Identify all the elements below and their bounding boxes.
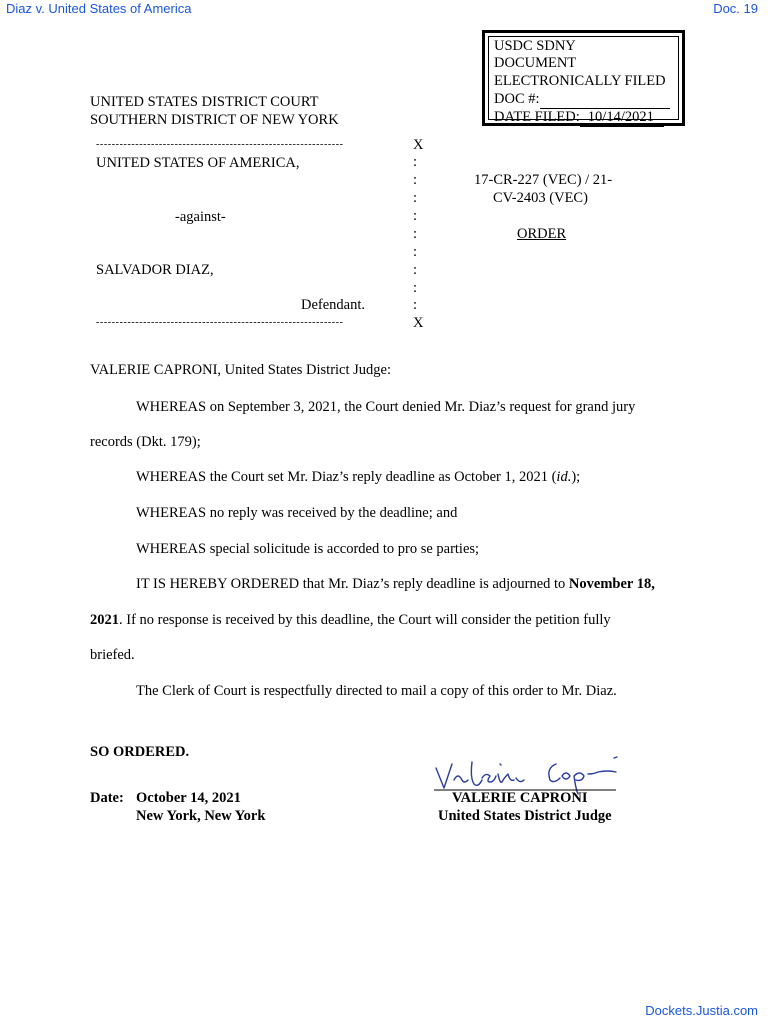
- defendant-label: Defendant.: [301, 297, 366, 313]
- caption-colon: :: [413, 297, 418, 313]
- caption-colon: :: [413, 262, 418, 278]
- paragraph-ordered: IT IS HEREBY ORDERED that Mr. Diaz’s reply deadline is adjourned to November 18,: [136, 576, 655, 592]
- date-value: October 14, 2021: [136, 790, 241, 806]
- caption-colon: :: [413, 244, 418, 260]
- so-ordered: SO ORDERED.: [90, 744, 190, 760]
- caption-top-rule: ---------------------------------------------------------------: [96, 139, 344, 150]
- document-number-link[interactable]: Doc. 19: [713, 1, 758, 16]
- date-filed-value: 10/14/2021: [580, 108, 664, 127]
- location: New York, New York: [136, 808, 266, 824]
- paragraph-ordered-end: briefed.: [90, 647, 135, 663]
- document-title: ORDER: [517, 226, 567, 242]
- stamp-doc-number: DOC #:: [494, 90, 670, 109]
- stamp-date-filed: DATE FILED: 10/14/2021: [494, 108, 664, 127]
- judge-intro: VALERIE CAPRONI, United States District Judge:: [90, 362, 391, 378]
- court-name-line1: UNITED STATES DISTRICT COURT: [90, 94, 319, 110]
- caption-bottom-rule: ---------------------------------------------------------------: [96, 317, 344, 328]
- caption-x-top: X: [413, 137, 424, 153]
- court-name-line2: SOUTHERN DISTRICT OF NEW YORK: [90, 112, 339, 128]
- caption-x-bottom: X: [413, 315, 424, 331]
- date-label: Date:: [90, 790, 124, 806]
- caption-colon: :: [413, 280, 418, 296]
- case-title-link[interactable]: Diaz v. United States of America: [6, 1, 192, 16]
- caption-colon: :: [413, 226, 418, 242]
- stamp-electronically-filed: ELECTRONICALLY FILED: [494, 73, 666, 89]
- judge-title: United States District Judge: [438, 808, 612, 824]
- paragraph-whereas-4: WHEREAS special solicitude is accorded to pro se parties;: [136, 541, 480, 557]
- paragraph-whereas-3: WHEREAS no reply was received by the deadline; and: [136, 505, 458, 521]
- filing-stamp: [482, 30, 685, 126]
- paragraph-ordered-cont: 2021. If no response is received by this deadline, the Court will consider the petition fully: [90, 612, 611, 628]
- stamp-document: DOCUMENT: [494, 55, 577, 71]
- paragraph-whereas-1: WHEREAS on September 3, 2021, the Court denied Mr. Diaz’s request for grand jury: [136, 399, 636, 415]
- paragraph-whereas-2: WHEREAS the Court set Mr. Diaz’s reply deadline as October 1, 2021 (id.);: [136, 469, 581, 485]
- caption-colon: :: [413, 190, 418, 206]
- defendant-name: SALVADOR DIAZ,: [96, 262, 214, 278]
- case-number-line2: CV-2403 (VEC): [493, 190, 588, 206]
- stamp-usdc: USDC SDNY: [494, 38, 576, 54]
- caption-colon: :: [413, 172, 418, 188]
- paragraph-whereas-1-cont: records (Dkt. 179);: [90, 434, 201, 450]
- caption-colon: :: [413, 154, 418, 170]
- paragraph-clerk: The Clerk of Court is respectfully directed to mail a copy of this order to Mr. Diaz.: [136, 683, 617, 699]
- case-number-line1: 17-CR-227 (VEC) / 21-: [474, 172, 613, 188]
- caption-colon: :: [413, 208, 418, 224]
- plaintiff-name: UNITED STATES OF AMERICA,: [96, 155, 300, 171]
- judge-name: VALERIE CAPRONI: [452, 790, 588, 806]
- against-label: -against-: [175, 209, 226, 225]
- justia-source-link[interactable]: Dockets.Justia.com: [645, 1003, 758, 1018]
